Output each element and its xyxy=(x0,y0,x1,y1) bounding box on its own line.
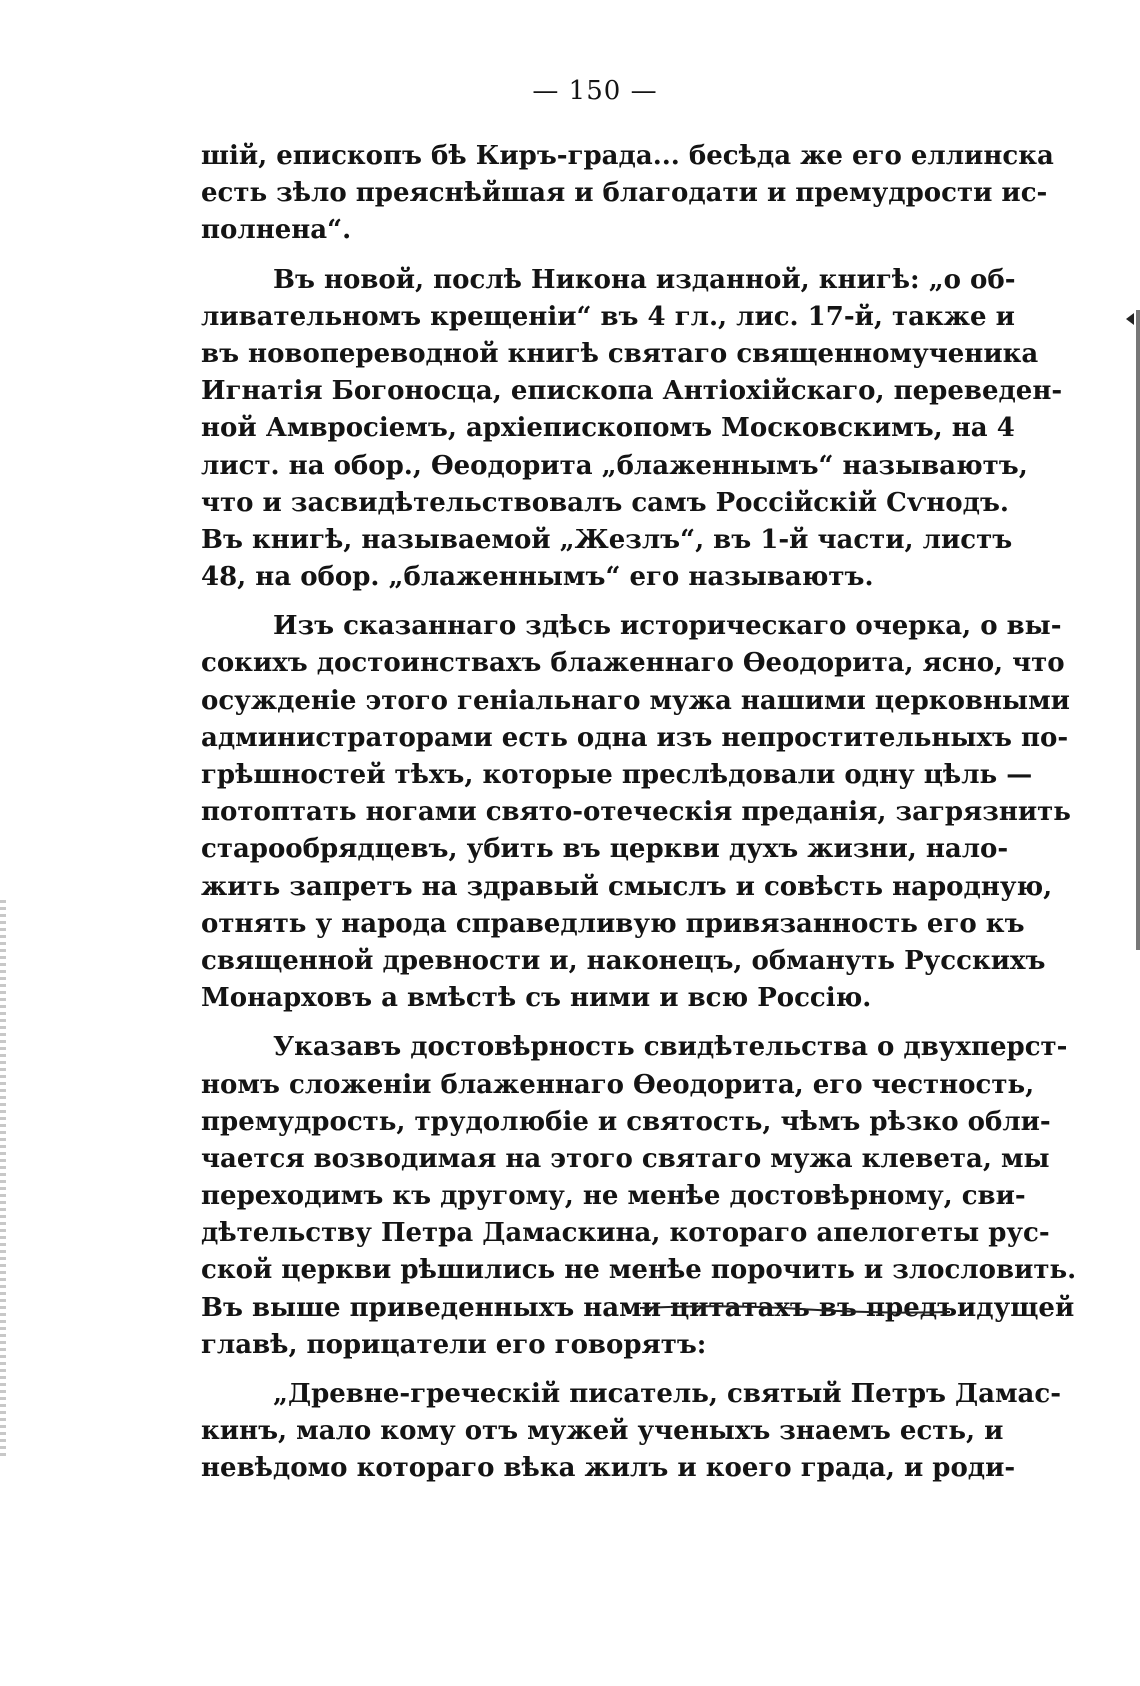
text-line: лист. на обор., Ѳеодорита „блаженнымъ“ называютъ, xyxy=(201,450,1028,481)
text-line: осужденіе этого геніальнаго мужа нашими церковными xyxy=(201,685,1070,716)
paragraph xyxy=(201,138,1054,250)
text-line: 48, на обор. „блаженнымъ“ его называютъ. xyxy=(201,562,874,593)
text-line: номъ сложеніи блаженнаго Ѳеодорита, его честность, xyxy=(201,1069,1035,1100)
text-line: шій, епископъ бѣ Киръ-града... бесѣда же его еллинска xyxy=(201,141,1054,171)
text-line: „Древне-греческій писатель, святый Петръ Дамас- xyxy=(273,1379,1062,1409)
text-line: Въ новой, послѣ Никона изданной, книгѣ: „о об- xyxy=(273,264,1016,295)
text-line: отнять у народа справедливую привязанность его къ xyxy=(201,908,1025,939)
scan-edge-left xyxy=(0,900,6,1460)
text-line: дѣтельству Петра Дамаскина, котораго апелогеты рус- xyxy=(201,1218,1050,1249)
text-line: невѣдомо котораго вѣка жилъ и коего града, и роди- xyxy=(201,1453,1016,1484)
text-line: ливательномъ крещеніи“ въ 4 гл., лис. 17-й, также и xyxy=(201,301,1015,332)
paragraph xyxy=(201,1376,1062,1488)
handwritten-underline xyxy=(640,1302,950,1320)
text-line: старообрядцевъ, убить въ церкви духъ жизни, нало- xyxy=(201,834,1009,865)
text-line: Въ выше приведенныхъ нами цитатахъ въ предъидущей xyxy=(201,1292,1075,1323)
text-line: Указавъ достовѣрность свидѣтельства о двухперст- xyxy=(273,1032,1068,1063)
text-line: главѣ, порицатели его говорятъ: xyxy=(201,1329,707,1360)
text-column xyxy=(201,138,1077,1488)
text-line: жить запретъ на здравый смыслъ и совѣсть народную, xyxy=(201,871,1053,902)
text-line: кинъ, мало кому отъ мужей ученыхъ знаемъ есть, и xyxy=(201,1416,1004,1447)
edge-marker-icon xyxy=(1126,313,1134,325)
text-line: премудрость, трудолюбіе и святость, чѣмъ рѣзко обли- xyxy=(201,1106,1051,1137)
scan-edge-right xyxy=(1136,310,1140,950)
text-line: что и засвидѣтельствовалъ самъ Россійскій Сѵнодъ. xyxy=(201,487,1009,518)
text-line: сокихъ достоинствахъ блаженнаго Ѳеодорита, ясно, что xyxy=(201,648,1065,679)
text-line: Изъ сказаннаго здѣсь историческаго очерка, о вы- xyxy=(273,611,1062,642)
text-line: переходимъ къ другому, не менѣе достовѣрному, сви- xyxy=(201,1181,1026,1212)
text-line: священной древности и, наконецъ, обмануть Русскихъ xyxy=(201,945,1046,976)
text-line: потоптать ногами свято-отеческія преданія, загрязнить xyxy=(201,797,1071,828)
text-line: Въ книгѣ, называемой „Жезлъ“, въ 1-й части, листъ xyxy=(201,524,1013,555)
text-line: администраторами есть одна изъ непростительныхъ по- xyxy=(201,722,1069,753)
paragraph xyxy=(201,608,1071,1017)
text-line: ной Амвросіемъ, архіепископомъ Московскимъ, на 4 xyxy=(201,413,1015,444)
text-line: чается возводимая на этого святаго мужа клевета, мы xyxy=(201,1143,1050,1174)
text-line: полнена“. xyxy=(201,215,352,246)
text-line: есть зѣло преяснѣйшая и благодати и премудрости ис- xyxy=(201,178,1048,209)
text-line: Игнатія Богоносца, епископа Антіохійскаго, переведен- xyxy=(201,376,1063,407)
text-line: ской церкви рѣшились не менѣе порочить и злословить. xyxy=(201,1255,1077,1286)
paragraph xyxy=(201,262,1063,597)
page-number: — 150 — xyxy=(532,76,658,106)
text-line: въ новопереводной книгѣ святаго священномученика xyxy=(201,338,1039,369)
text-line: Монарховъ а вмѣстѣ съ ними и всю Россію. xyxy=(201,983,872,1014)
text-line: грѣшностей тѣхъ, которые преслѣдовали одну цѣль — xyxy=(201,760,1033,790)
